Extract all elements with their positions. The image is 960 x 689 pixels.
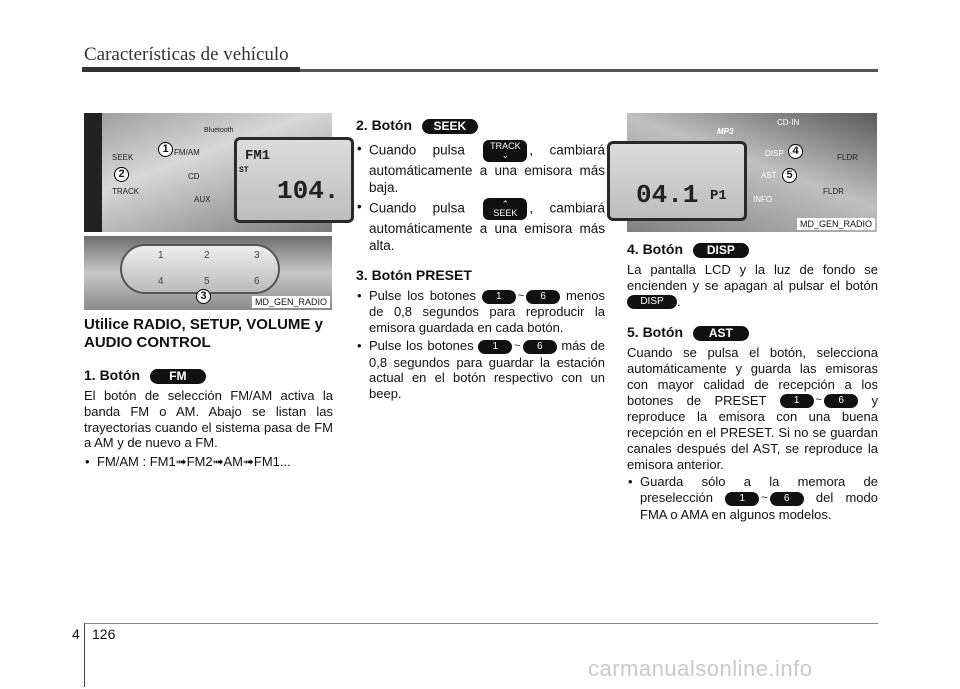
preset-2-label: 2 [204,250,210,261]
radio-display-right [607,141,747,221]
preset-short-text-b: menos de 0,8 segundos para reproducir la emisora guardada en cada botón. [369,288,605,336]
preset-title: 3. Botón PRESET [356,267,472,283]
preset-3-label: 3 [254,250,260,261]
seek-title-text: 2. Botón [356,117,412,133]
tilde: ~ [514,339,521,352]
seek-down-bullet [356,140,605,196]
figure-caption-left: MD_GEN_RADIO [252,296,330,308]
seek-key [483,198,527,220]
disp-badge: DISP [693,243,749,258]
disp-paragraph-end: . [677,293,681,309]
radio-photo-right [627,113,877,232]
seek-key-bottom: SEEK [493,208,518,218]
figure-caption-right: MD_GEN_RADIO [797,218,875,230]
column-2 [356,116,605,402]
disp-button-title [627,240,878,258]
tilde: ~ [761,491,768,504]
page-header-title: Características de vehículo [84,44,289,65]
ast-button-title [627,323,878,341]
preset-5-label: 5 [204,276,210,287]
preset-long-bullet [356,338,605,402]
seek-button-title [356,116,605,134]
disp-key: DISP [627,295,677,309]
lcd-st: ST [239,166,249,175]
bluetooth-label: Bluetooth [204,127,234,134]
seek-button-label: SEEK [112,153,134,162]
ast-badge: AST [693,326,749,341]
fldr-up-label: FLDR [837,153,858,162]
disp-button-label: DISP [765,149,784,158]
key-1: 1 [725,492,759,506]
cd-button-label: CD [188,172,200,181]
track-button-label: TRACK [112,187,140,196]
radio-photo-left-bottom [84,236,332,310]
footer-vertical-divider [84,623,85,687]
radio-photo-left-top [84,113,340,232]
column-3 [627,240,878,522]
seek-up-text-b: , cambiará automáticamente a una emisora más alta. [369,200,605,253]
lcd-band: FM1 [245,148,271,164]
seek-up-text-a: Cuando pulsa [369,200,465,216]
preset-long-text-b: más de 0,8 segundos para guardar la estación actual en el botón respectivo con un beep. [369,338,605,402]
disp-title-text: 4. Botón [627,241,683,257]
info-button-label: INFO [753,195,773,204]
footer-divider [84,623,878,624]
ast-bullet [627,474,878,522]
lcd-preset: P1 [710,188,727,204]
fldr-down-label: FLDR [823,187,844,196]
key-6: 6 [523,340,557,354]
mp3-label: MP3 [717,127,734,136]
track-key [483,140,527,162]
key-6: 6 [526,290,560,304]
preset-long-text-a: Pulse los botones [369,338,474,354]
callout-3: 3 [196,289,211,304]
tilde: ~ [815,394,823,407]
fm-button-title [84,366,333,384]
preset-short-text-a: Pulse los botones [369,288,476,303]
ast-bullet-b: del modo FMA o AMA en algunos modelos. [640,490,878,522]
fm-title-text: 1. Botón [84,367,140,383]
lcd-frequency: 104. [277,176,340,206]
fmam-button-label: FM/AM [174,148,200,157]
callout-5: 5 [782,168,797,183]
section-heading: Utilice RADIO, SETUP, VOLUME y AUDIO CONTROL [84,316,323,351]
header-divider-accent [82,67,300,72]
preset-1-label: 1 [158,250,164,261]
ast-paragraph [627,345,878,472]
ast-bullet-a: Guarda sólo a la memora de preselección [640,474,878,506]
key-1: 1 [478,340,512,354]
preset-4-label: 4 [158,276,164,287]
fm-bullet: • FM/AM : FM1➟FM2➟AM➟FM1... [84,454,333,470]
seek-down-text-b: , cambiará automáticamente a una emisora más baja. [369,142,605,195]
page-number: 126 [92,626,116,642]
key-6: 6 [824,394,858,408]
ast-paragraph-b: y reproduce la emisora con una buena recepción en el PRESET. Si no se guardan canales después del AST, se reproduce la emisora anterior. [627,392,878,472]
fm-badge: FM [150,369,206,384]
preset-short-bullet [356,288,605,336]
callout-4: 4 [788,144,803,159]
preset-6-label: 6 [254,276,260,287]
disp-paragraph-text: La pantalla LCD y la luz de fondo se encienden y se apagan al pulsar el botón [627,262,878,293]
tilde: ~ [517,289,525,302]
chapter-number: 4 [72,626,80,642]
seek-down-text-a: Cuando pulsa [369,142,465,158]
callout-1: 1 [158,142,173,157]
ast-paragraph-a: Cuando se pulsa el botón, selecciona automáticamente y guarda las emisoras con mayor calidad de recepción a los botones de PRESET [627,345,878,408]
cdin-label: CD-IN [777,118,800,127]
track-key-bottom: ⌄ [501,150,510,160]
aux-button-label: AUX [194,195,211,204]
ast-button-label: AST [761,171,777,180]
seek-badge: SEEK [422,119,478,134]
disp-paragraph [627,262,878,309]
watermark: carmanualsonline.info [588,656,813,681]
ast-title-text: 5. Botón [627,324,683,341]
column-1 [84,316,333,470]
key-1: 1 [482,290,516,304]
key-1: 1 [780,394,814,408]
seek-key-top: ⌃ [501,199,510,209]
radio-display-left [234,137,354,223]
lcd-frequency-right: 04.1 [636,180,699,210]
fm-paragraph: El botón de selección FM/AM activa la banda FM o AM. Abajo se listan las trayectorias cuando el sistema pasa de FM a AM y de nuevo a FM. [84,388,333,451]
key-6: 6 [770,492,804,506]
callout-2: 2 [114,167,129,182]
seek-up-bullet [356,198,605,254]
panel-edge [84,113,102,232]
track-key-top: TRACK [490,141,521,151]
